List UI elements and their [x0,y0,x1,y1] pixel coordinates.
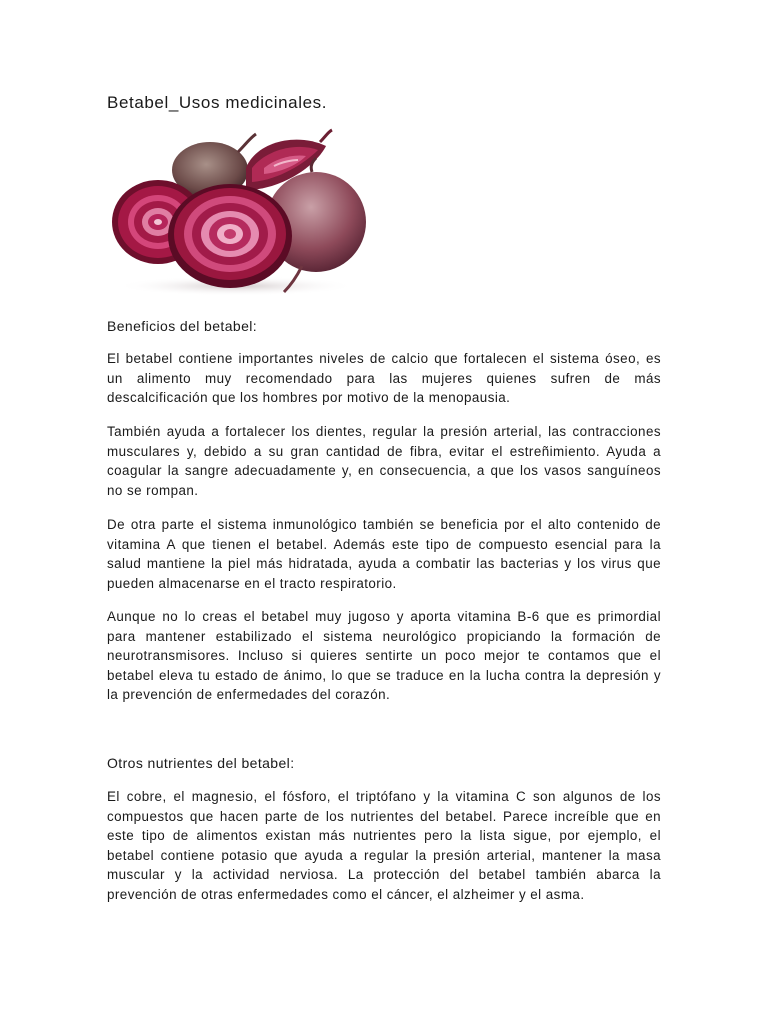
section-heading-otros-nutrientes: Otros nutrientes del betabel: [107,755,295,771]
paragraph-inmunologico: De otra parte el sistema inmunológico también se beneficia por el alto contenido de vitamina A que tienen el betabel. Además este tipo de compuesto esencial para la salud mantiene la piel más hidratada, ayuda a combatir las bacterias y los virus que pueden almacenarse en el tracto respiratorio. [107,517,661,591]
beets-image [106,128,376,298]
beet-slice-center [168,184,292,288]
document-title: Betabel_Usos medicinales. [107,93,328,112]
paragraph-dientes: También ayuda a fortalecer los dientes, regular la presión arterial, las contracciones musculares y, debido a su gran cantidad de fibra, evitar el estreñimiento. Ayuda a coagular la sangre adecuadamente y, en consecuencia, a que los vasos sanguíneos no se rompan. [107,424,661,498]
paragraph-calcio: El betabel contiene importantes niveles de calcio que fortalecen el sistema óseo, es un alimento muy recomendado para las mujeres quienes sufren de más descalcificación que los hombres por motivo de la menopausia. [107,351,661,406]
section-heading-beneficios: Beneficios del betabel: [107,318,258,334]
paragraph-otros-nutrientes: El cobre, el magnesio, el fósforo, el triptófano y la vitamina C son algunos de los compuestos que hacen parte de los nutrientes del betabel. Parece increíble que en este tipo de alimentos existan más nutrientes pero la lista sigue, por ejemplo, el betabel contiene potasio que ayuda a regular la presión arterial, mantener la masa muscular y la actividad nerviosa. La protección del betabel también abarca la prevención de otras enfermedades como el cáncer, el alzheimer y el asma. [107,789,661,902]
paragraph-vitamina-b6: Aunque no lo creas el betabel muy jugoso y aporta vitamina B-6 que es primordial para mantener estabilizado el sistema neurológico propiciando la formación de neurotransmisores. Incluso si quieres sentirte un poco mejor te contamos que el betabel eleva tu estado de ánimo, lo que se traduce en la lucha contra la depresión y la prevención de enfermedades del corazón. [107,609,661,703]
